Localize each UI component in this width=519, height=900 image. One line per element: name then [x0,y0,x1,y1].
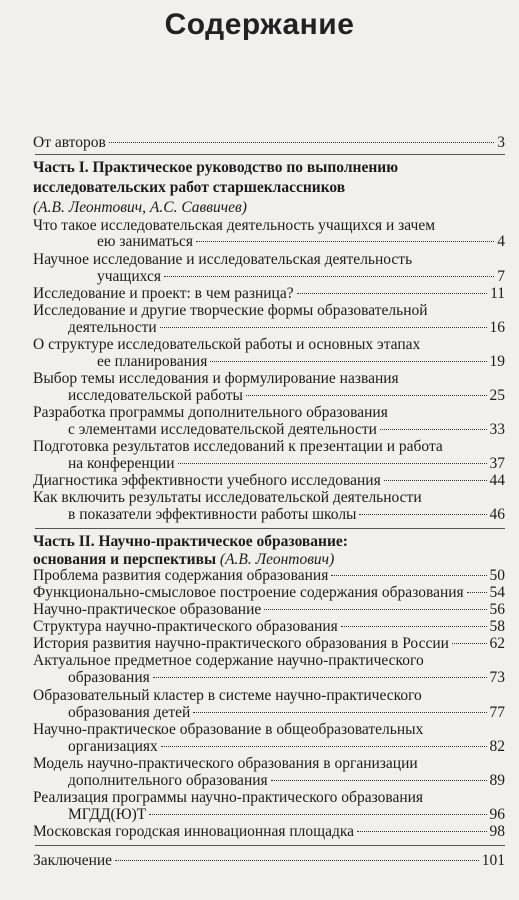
toc-entry-page: 73 [489,669,505,686]
toc-entry-p1-6-line1 [33,370,505,388]
toc-entry-from-authors[interactable] [33,134,505,152]
toc-entry-title: Модель научно-практического образования в организации [33,755,418,772]
toc-entry-page: 46 [489,506,505,523]
toc-entry-title: образования [68,669,150,686]
toc-entry-p1-5[interactable] [97,353,505,371]
dot-leader [297,293,487,294]
dot-leader [160,327,487,328]
toc-entry-title: исследовательской работы [68,387,243,404]
toc-entry-p2-5[interactable] [33,635,505,653]
toc-entry-conclusion[interactable] [33,852,505,870]
toc-entry-p2-9[interactable] [68,772,505,790]
part1-heading [33,159,505,177]
toc-entry-page: 4 [497,233,505,250]
divider [35,154,505,155]
toc-entry-page: 44 [489,472,505,489]
dot-leader [380,429,487,430]
dot-leader [357,831,486,832]
toc-entry-title: Выбор темы исследования и формулирование названия [33,370,399,387]
toc-entry-p2-2[interactable] [33,584,505,602]
toc-entry-p2-3[interactable] [33,601,505,619]
toc-entry-page: 82 [489,738,505,755]
toc-entry-title: учащихся [97,268,161,285]
toc-entry-title: Актуальное предметное содержание научно-практического [33,652,424,669]
dot-leader [246,395,487,396]
dot-leader [271,780,487,781]
toc-entry-title: ее планирования [97,353,208,370]
divider [35,845,505,846]
part1-heading-2 [33,179,505,197]
dot-leader [467,592,487,593]
toc-entry-p2-8[interactable] [68,738,505,756]
toc-entry-p1-7[interactable] [68,421,505,439]
dot-leader [341,626,487,627]
toc-entry-title: в показатели эффективности работы школы [68,506,357,523]
toc-entry-page: 89 [489,772,505,789]
toc-entry-title: Проблема развития содержания образования [33,567,329,584]
toc-entry-p1-9[interactable] [33,472,505,490]
toc-entry-title: с элементами исследовательской деятельности [68,421,377,438]
toc-entry-page: 19 [489,353,505,370]
dot-leader [115,860,479,861]
toc-entry-title: ею заниматься [97,233,193,250]
toc-entry-title: Функционально-смысловое построение содержания образования [33,584,464,601]
table-of-contents [33,0,505,900]
toc-entry-title: Научно-практическое образование [33,601,262,618]
dot-leader [264,609,486,610]
toc-entry-p1-4[interactable] [68,319,505,337]
dot-leader [149,814,486,815]
toc-entry-page: 7 [497,268,505,285]
toc-entry-title: Заключение [33,852,113,869]
toc-entry-page: 62 [489,635,505,652]
toc-entry-p1-2[interactable] [97,268,505,286]
dot-leader [196,241,494,242]
toc-entry-p1-1[interactable] [97,233,505,251]
dot-leader [359,514,486,515]
toc-entry-page: 101 [481,852,505,869]
toc-entry-title: Научное исследование и исследовательская деятельность [33,251,413,268]
part1-authors [33,199,505,217]
toc-entry-title: Исследование и проект: в чем разница? [33,285,294,302]
dot-leader [331,575,486,576]
toc-entry-p1-8-line1 [33,438,505,456]
toc-entry-p2-10[interactable] [68,806,505,824]
part1-heading-line2: исследовательских работ старшеклассников [33,179,346,196]
toc-entry-title: Реализация программы научно-практического образования [33,789,424,806]
toc-entry-p1-10[interactable] [68,506,505,524]
part1-heading-line1: Часть I. Практическое руководство по выполнению [33,159,399,176]
dot-leader [452,643,487,644]
page-title: Содержание [164,8,355,41]
toc-entry-p2-10-line1 [33,789,505,807]
toc-entry-p1-5-line1 [33,336,505,354]
toc-entry-title: История развития научно-практического образования в России [33,635,449,652]
toc-entry-page: 25 [489,387,505,404]
toc-entry-title: О структуре исследовательской работы и основных этапах [33,336,421,353]
toc-entry-title: деятельности [68,319,157,336]
toc-entry-page: 96 [489,806,505,823]
toc-entry-title: Образовательный кластер в системе научно-практического [33,687,422,704]
toc-entry-title: Разработка программы дополнительного образования [33,404,388,421]
toc-entry-page: 3 [497,134,505,151]
dot-leader [153,677,487,678]
toc-entry-title: Подготовка результатов исследований к презентации и работа [33,438,443,455]
toc-entry-p1-8[interactable] [68,455,505,473]
toc-entry-title: Что такое исследовательская деятельность учащихся и зачем [33,217,436,234]
toc-entry-title: Московская городская инновационная площадка [33,823,355,840]
toc-entry-page: 16 [489,319,505,336]
toc-entry-title: От авторов [33,134,106,151]
toc-entry-p1-6[interactable] [68,387,505,405]
toc-entry-page: 50 [489,567,505,584]
toc-entry-page: 56 [489,601,505,618]
dot-leader [193,712,486,713]
toc-entry-title: на конференции [68,455,175,472]
toc-entry-page: 98 [489,823,505,840]
toc-entry-title: Научно-практическое образование в общеобразовательных [33,721,424,738]
toc-entry-p2-11[interactable] [33,823,505,841]
part1-authors-text: (А.В. Леонтович, А.С. Саввичев) [33,199,247,216]
dot-leader [109,142,494,143]
toc-entry-p1-7-line1 [33,404,505,422]
toc-entry-p1-4-line1 [33,302,505,320]
toc-entry-p2-1[interactable] [33,567,505,585]
dot-leader [178,463,487,464]
toc-entry-title: Как включить результаты исследовательской деятельности [33,489,422,506]
toc-entry-title: Структура научно-практического образования [33,618,338,635]
toc-entry-title: организациях [68,738,158,755]
toc-entry-title: МГДД(Ю)Т [68,806,147,823]
toc-entry-page: 33 [489,421,505,438]
toc-entry-p2-4[interactable] [33,618,505,636]
toc-entry-p2-6[interactable] [68,669,505,687]
divider [35,528,505,529]
part2-authors-text: (А.В. Леонтович) [219,551,335,568]
toc-entry-title: образования детей [68,704,191,721]
toc-entry-p2-8-line1 [33,721,505,739]
toc-entry-p1-2-line1 [33,251,505,269]
part2-heading-line1: Часть II. Научно-практическое образование: [33,533,348,550]
toc-entry-p2-6-line1 [33,652,505,670]
toc-entry-p2-7[interactable] [68,704,505,722]
dot-leader [384,480,487,481]
toc-entry-p2-9-line1 [33,755,505,773]
part2-heading-line2: основания и перспективы [33,551,217,568]
toc-entry-title: Диагностика эффективности учебного исследования [33,472,381,489]
toc-entry-page: 77 [489,704,505,721]
toc-entry-p2-7-line1 [33,687,505,705]
toc-entry-page: 37 [489,455,505,472]
toc-entry-page: 54 [489,584,505,601]
dot-leader [164,276,494,277]
dot-leader [161,746,487,747]
toc-entry-title: Исследование и другие творческие формы образовательной [33,302,428,319]
toc-entry-p1-3[interactable] [33,285,505,303]
toc-entry-page: 58 [489,618,505,635]
dot-leader [210,361,486,362]
part2-heading [33,533,505,551]
toc-entry-p1-10-line1 [33,489,505,507]
toc-entry-title: дополнительного образования [68,772,268,789]
toc-entry-page: 11 [490,285,505,302]
